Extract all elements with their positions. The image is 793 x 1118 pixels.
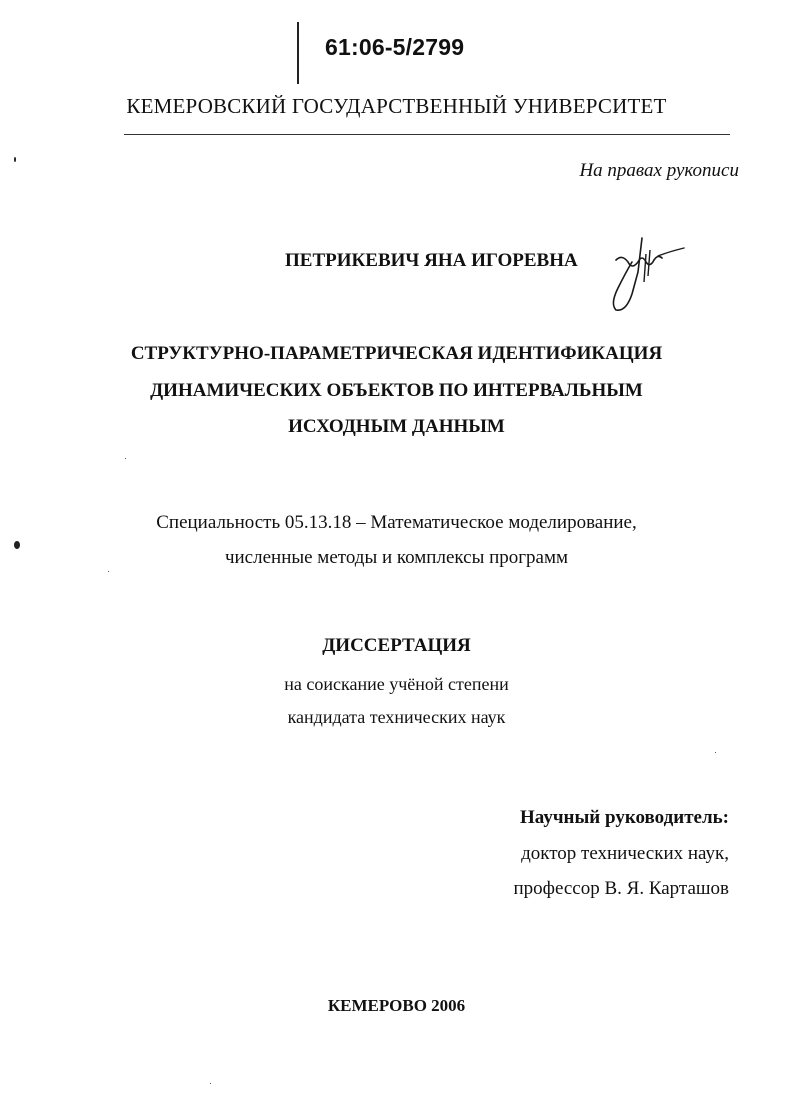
dissertation-heading: ДИССЕРТАЦИЯ xyxy=(322,635,471,656)
advisor-degree: доктор технических наук, xyxy=(521,842,729,864)
scan-speck xyxy=(14,541,20,549)
signature-icon xyxy=(598,232,688,322)
archive-code: 61:06-5/2799 xyxy=(325,34,465,60)
rights-note: На правах рукописи xyxy=(579,160,739,181)
university-name: КЕМЕРОВСКИЙ ГОСУДАРСТВЕННЫЙ УНИВЕРСИТЕТ xyxy=(126,94,667,118)
degree-line: кандидата технических наук xyxy=(287,707,506,727)
city-year: КЕМЕРОВО 2006 xyxy=(327,996,466,1015)
title-line: СТРУКТУРНО-ПАРАМЕТРИЧЕСКАЯ ИДЕНТИФИКАЦИЯ xyxy=(130,343,663,364)
scan-speck xyxy=(14,157,16,162)
scan-speck xyxy=(125,458,126,459)
advisor-heading: Научный руководитель: xyxy=(520,807,729,828)
degree-line: на соискание учёной степени xyxy=(284,674,509,694)
specialty-line: Специальность 05.13.18 – Математическое моделирование, xyxy=(156,512,637,533)
advisor-block xyxy=(513,800,729,907)
title-line: ИСХОДНЫМ ДАННЫМ xyxy=(288,416,505,437)
header-divider xyxy=(124,134,730,135)
author-name: ПЕТРИКЕВИЧ ЯНА ИГОРЕВНА xyxy=(285,250,578,271)
title-line: ДИНАМИЧЕСКИХ ОБЪЕКТОВ ПО ИНТЕРВАЛЬНЫМ xyxy=(150,379,643,401)
dissertation-title xyxy=(0,336,793,446)
scan-speck xyxy=(108,571,109,572)
scan-speck xyxy=(210,1083,211,1084)
specialty-line: численные методы и комплексы программ xyxy=(224,547,569,568)
degree-info xyxy=(0,668,793,734)
advisor-name: профессор В. Я. Карташов xyxy=(513,878,729,899)
stamp-bar xyxy=(297,22,299,84)
specialty xyxy=(0,505,793,575)
scan-speck xyxy=(715,752,716,753)
